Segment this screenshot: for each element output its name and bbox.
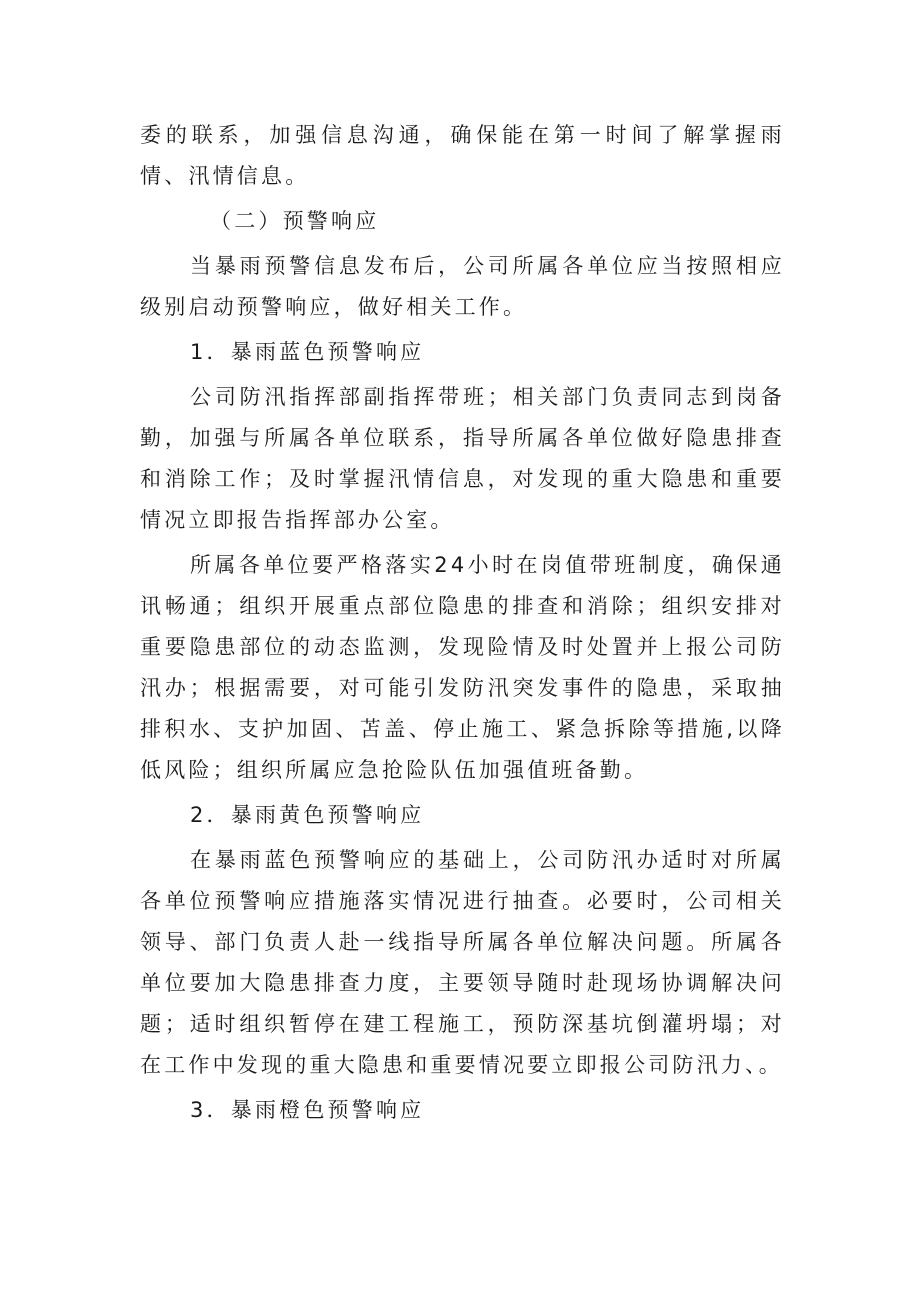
paragraph-blue-company: 公司防汛指挥部副指挥带班；相关部门负责同志到岗备勤，加强与所属各单位联系，指导所属各单位做好隐患排查和消除工作；及时掌握汛情信息，对发现的重大隐患和重要情况立即报告指挥部办公室。 — [140, 385, 785, 532]
heading-blue-warning: 1．暴雨蓝色预警响应 — [190, 340, 425, 364]
section-heading-warning-response: （二）预警响应 — [210, 209, 380, 233]
paragraph-continuation: 委的联系，加强信息沟通，确保能在第一时间了解掌握雨情、汛情信息。 — [140, 123, 785, 188]
document-body — [140, 115, 785, 1135]
paragraph-yellow-response: 在暴雨蓝色预警响应的基础上，公司防汛办适时对所属各单位预警响应措施落实情况进行抽查。必要时，公司相关领导、部门负责人赴一线指导所属各单位解决问题。所属各单位要加大隐患排查力度，主要领导随时赴现场协调解决问题；适时组织暂停在建工程施工，预防深基坑倒灌坍塌；对在工作中发现的重大隐患和重要情况要立即报公司防汛力、。 — [140, 848, 785, 1077]
paragraph-warning-intro: 当暴雨预警信息发布后，公司所属各单位应当按照相应级别启动预警响应，做好相关工作。 — [140, 254, 785, 319]
paragraph-blue-units: 所属各单位要严格落实24小时在岗值带班制度，确保通讯畅通；组织开展重点部位隐患的排查和消除；组织安排对重要隐患部位的动态监测，发现险情及时处置并上报公司防汛办；根据需要，对可能引发防汛突发事件的隐患，采取抽排积水、支护加固、苫盖、停止施工、紧急拆除等措施,以降低风险；组织所属应急抢险队伍加强值班备勤。 — [140, 553, 785, 782]
heading-yellow-warning: 2．暴雨黄色预警响应 — [190, 803, 425, 827]
heading-orange-warning: 3．暴雨橙色预警响应 — [190, 1098, 425, 1122]
